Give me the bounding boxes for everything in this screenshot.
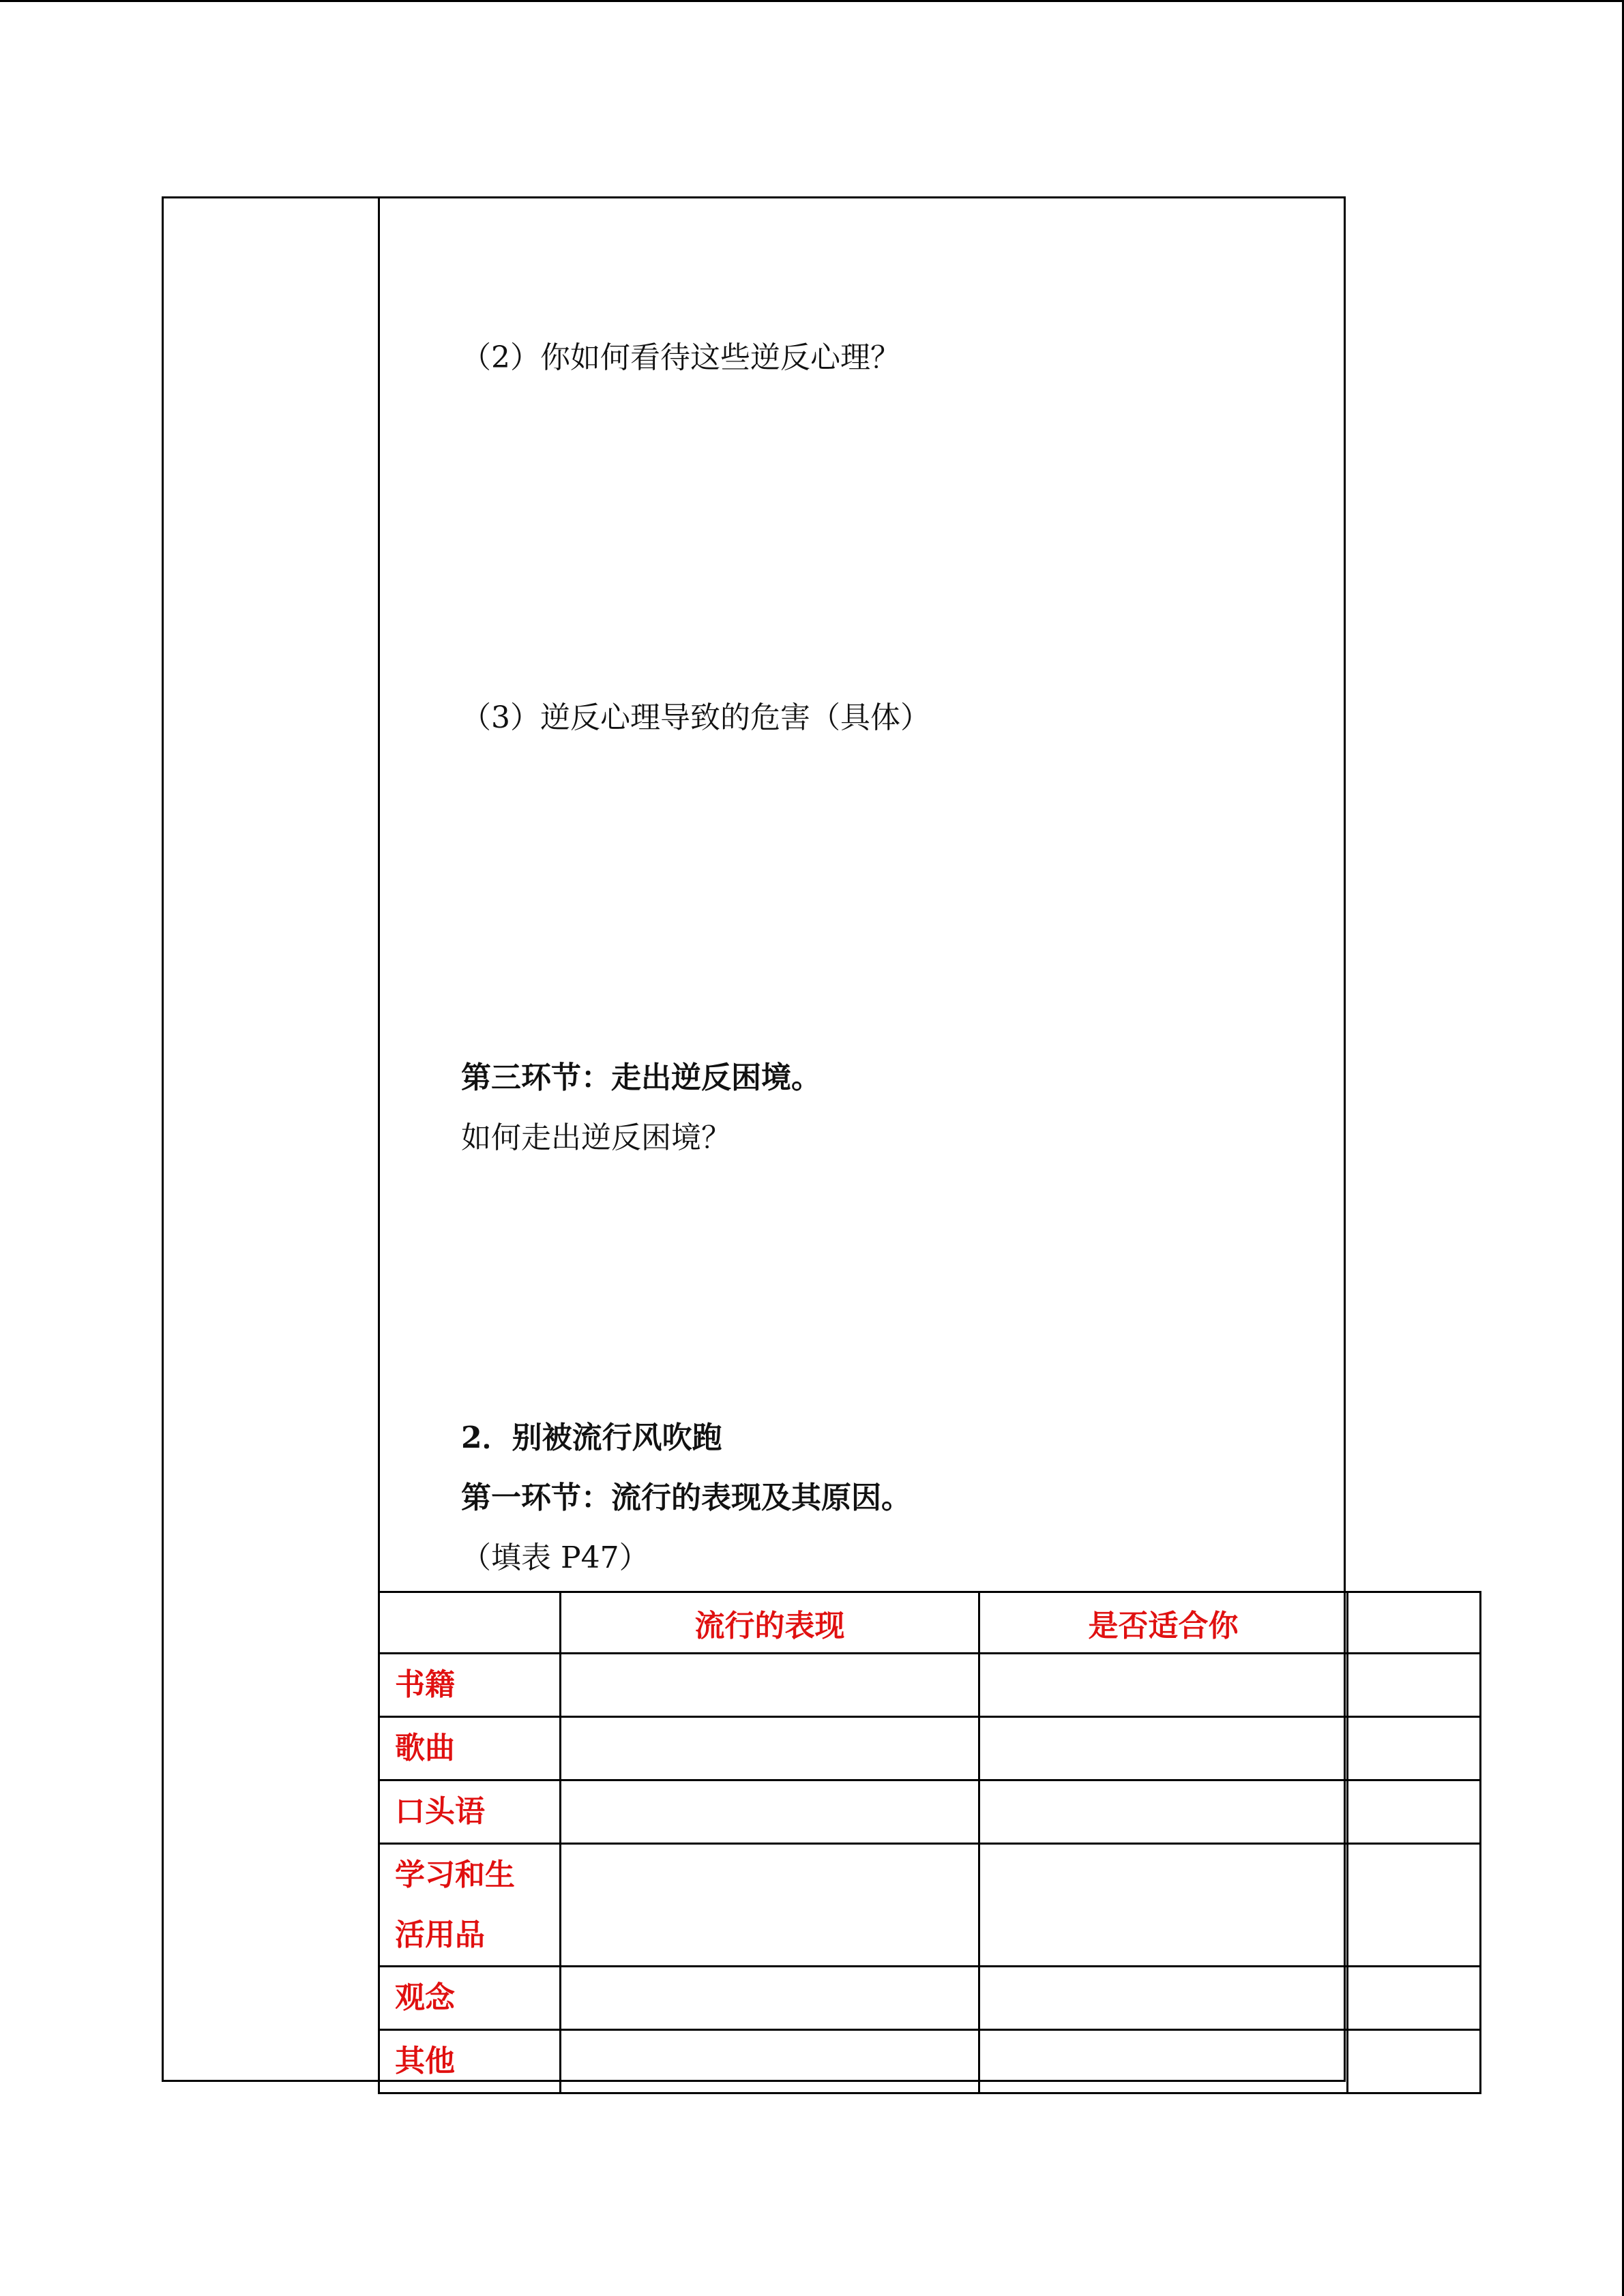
row-label-ideas: 观念 <box>379 1967 561 2030</box>
cell-suitable[interactable] <box>979 1717 1348 1780</box>
table-header-row <box>379 1592 1481 1654</box>
question-2: （2）你如何看待这些逆反心理？ <box>461 340 900 375</box>
table-row <box>379 1780 1481 1844</box>
question-3: （3）逆反心理导致的危害（具体） <box>461 700 930 735</box>
cell-extra <box>1348 1967 1481 2030</box>
table-row <box>379 1844 1481 1967</box>
row-label-books: 书籍 <box>379 1654 561 1717</box>
cell-suitable[interactable] <box>979 1780 1348 1844</box>
header-suitable: 是否适合你 <box>979 1592 1348 1654</box>
cell-extra <box>1348 1654 1481 1717</box>
row-label-others: 其他 <box>379 2030 561 2093</box>
row-label-supplies-line2: 活用品 <box>395 1917 485 1952</box>
cell-suitable[interactable] <box>979 2030 1348 2093</box>
table-row <box>379 1717 1481 1780</box>
section3-heading: 第三环节：走出逆反困境。 <box>461 1060 821 1095</box>
part2-title: 2．别被流行风吹跑 <box>461 1420 722 1455</box>
cell-extra <box>1348 1717 1481 1780</box>
cell-suitable[interactable] <box>979 1967 1348 2030</box>
table-row <box>379 1967 1481 2030</box>
header-trend-expression: 流行的表现 <box>561 1592 979 1654</box>
cell-extra <box>1348 2030 1481 2093</box>
table-row <box>379 1654 1481 1717</box>
cell-suitable[interactable] <box>979 1654 1348 1717</box>
part1-heading: 第一环节：流行的表现及其原因。 <box>461 1480 911 1515</box>
row-label-catchphrases: 口头语 <box>379 1780 561 1844</box>
cell-extra <box>1348 1844 1481 1967</box>
header-extra <box>1348 1592 1481 1654</box>
cell-expression[interactable] <box>561 1844 979 1967</box>
cell-expression[interactable] <box>561 1967 979 2030</box>
cell-expression[interactable] <box>561 1780 979 1844</box>
table-row <box>379 2030 1481 2093</box>
header-blank <box>379 1592 561 1654</box>
row-label-supplies <box>379 1844 561 1967</box>
trend-table <box>378 1591 1479 2082</box>
page-top-border <box>0 0 1624 2</box>
cell-expression[interactable] <box>561 1717 979 1780</box>
cell-expression[interactable] <box>561 1654 979 1717</box>
cell-suitable[interactable] <box>979 1844 1348 1967</box>
table-instruction: （填表 P47） <box>461 1540 649 1575</box>
row-label-supplies-line1: 学习和生 <box>395 1857 515 1892</box>
cell-expression[interactable] <box>561 2030 979 2093</box>
row-label-songs: 歌曲 <box>379 1717 561 1780</box>
cell-extra <box>1348 1780 1481 1844</box>
section3-question: 如何走出逆反困境？ <box>461 1120 731 1155</box>
